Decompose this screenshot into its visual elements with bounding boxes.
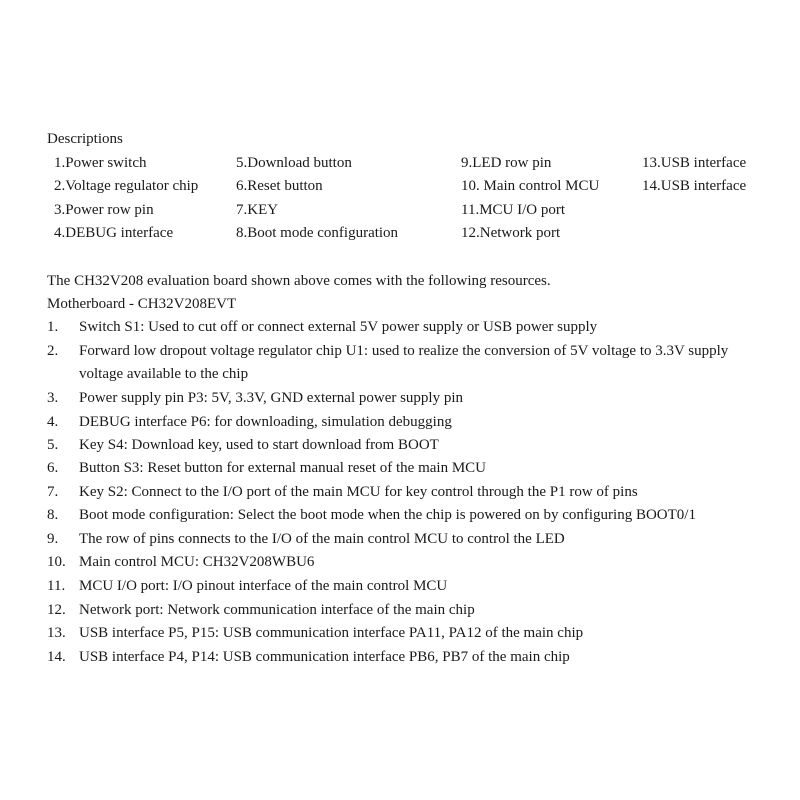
legend-item: 4.DEBUG interface [54, 225, 174, 241]
list-item-number: 6. [47, 460, 59, 476]
list-item-number: 9. [47, 531, 59, 547]
list-item-text: DEBUG interface P6: for downloading, simulation debugging [79, 414, 452, 430]
list-item-number: 7. [47, 484, 59, 500]
legend-item: 6.Reset button [236, 178, 323, 194]
list-item-number: 8. [47, 507, 59, 523]
list-item-text: Key S4: Download key, used to start download from BOOT [79, 437, 439, 453]
legend-item: 11.MCU I/O port [461, 202, 566, 218]
legend-item: 1.Power switch [54, 155, 147, 171]
list-item-text: Forward low dropout voltage regulator chip U1: used to realize the conversion of 5V voltage to 3.3V supply [79, 343, 729, 359]
list-item-number: 12. [47, 602, 66, 618]
legend-item: 12.Network port [461, 225, 561, 241]
list-item-number: 1. [47, 319, 59, 335]
list-item-number: 3. [47, 390, 59, 406]
list-item-text: Power supply pin P3: 5V, 3.3V, GND external power supply pin [79, 390, 464, 406]
list-item-text: USB interface P4, P14: USB communication interface PB6, PB7 of the main chip [79, 649, 570, 665]
descriptions-heading: Descriptions [47, 131, 123, 147]
legend-item: 2.Voltage regulator chip [54, 178, 199, 194]
legend-item: 8.Boot mode configuration [236, 225, 399, 241]
legend-item: 9.LED row pin [461, 155, 552, 171]
legend-item: 3.Power row pin [54, 202, 154, 218]
list-item-text: voltage available to the chip [79, 366, 249, 382]
intro-line: The CH32V208 evaluation board shown above comes with the following resources. [47, 273, 551, 289]
list-item-number: 11. [47, 578, 66, 594]
list-item-text: Boot mode configuration: Select the boot mode when the chip is powered on by configuring BOOT0/1 [79, 507, 696, 523]
list-item-text: The row of pins connects to the I/O of the main control MCU to control the LED [79, 531, 565, 547]
legend-item: 7.KEY [236, 202, 279, 218]
legend-item: 5.Download button [236, 155, 352, 171]
list-item-text: Main control MCU: CH32V208WBU6 [79, 554, 315, 570]
legend-item: 10. Main control MCU [461, 178, 600, 194]
list-item-text: Key S2: Connect to the I/O port of the main MCU for key control through the P1 row of pins [79, 484, 638, 500]
legend-item: 14.USB interface [642, 178, 747, 194]
list-item-text: Button S3: Reset button for external manual reset of the main MCU [79, 460, 487, 476]
board-name: Motherboard - CH32V208EVT [47, 296, 237, 312]
list-item-text: Network port: Network communication interface of the main chip [79, 602, 475, 618]
list-item-number: 4. [47, 414, 59, 430]
list-item-number: 2. [47, 343, 59, 359]
list-item-text: Switch S1: Used to cut off or connect external 5V power supply or USB power supply [79, 319, 598, 335]
list-item-text: USB interface P5, P15: USB communication interface PA11, PA12 of the main chip [79, 625, 584, 641]
legend-item: 13.USB interface [642, 155, 747, 171]
list-item-number: 5. [47, 437, 59, 453]
list-item-number: 14. [47, 649, 66, 665]
list-item-text: MCU I/O port: I/O pinout interface of the main control MCU [79, 578, 448, 594]
list-item-number: 10. [47, 554, 66, 570]
list-item-number: 13. [47, 625, 66, 641]
